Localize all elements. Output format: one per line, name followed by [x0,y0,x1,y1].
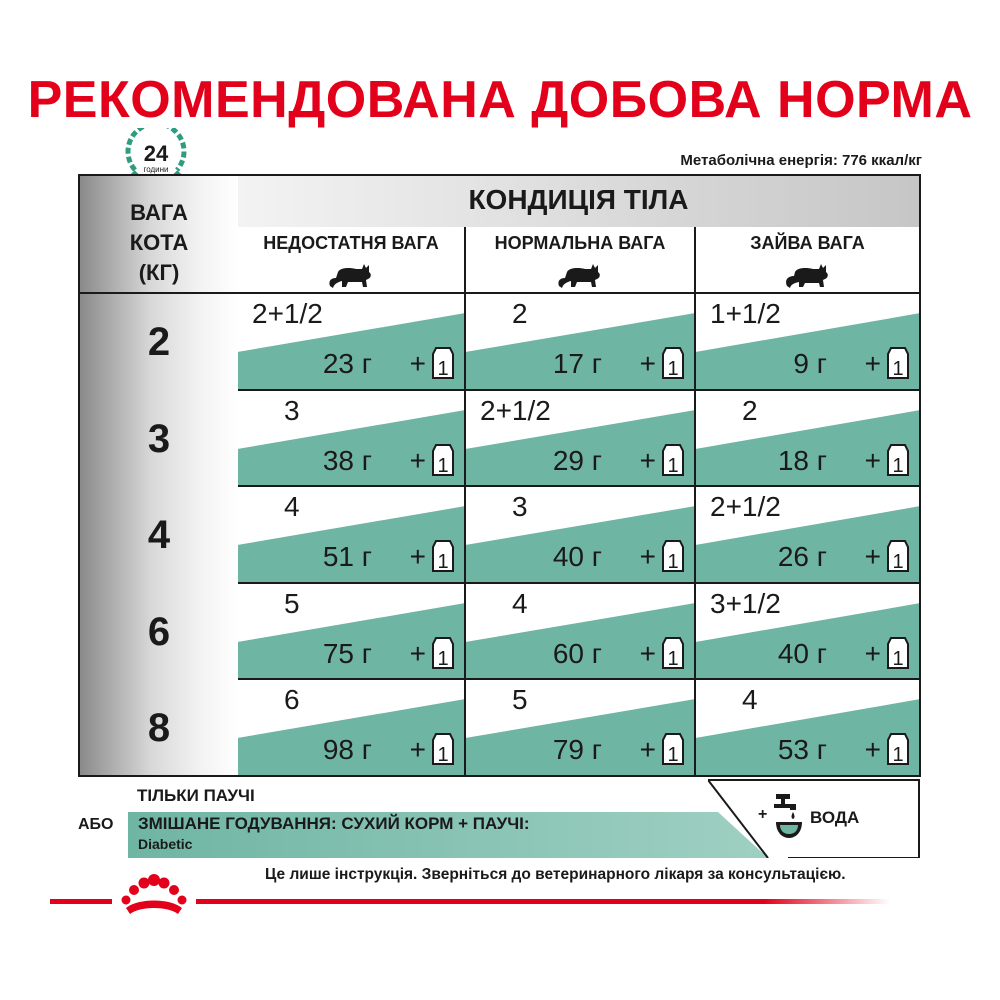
metabolic-energy: Метаболічна енергія: 776 ккал/кг [680,152,922,169]
table-cell [238,584,464,679]
plus-sign: + [864,541,881,572]
weight-value: 4 [147,513,171,557]
table-cell [466,487,694,582]
page-title: РЕКОМЕНДОВАНА ДОБОВА НОРМА [27,71,973,129]
pouch-icon [885,730,911,766]
weight-header-line-1: ВАГА [130,200,188,225]
plus-sign: + [639,637,656,669]
weight-header-line-3: (КГ) [138,260,180,285]
pouch-icon [660,441,686,477]
table-cell [238,487,464,582]
table-cell [466,391,694,486]
pouch-count: 1 [667,454,679,477]
pouch-icon [885,537,911,573]
weight-value: 6 [147,609,171,654]
pouch-count: 1 [437,647,449,670]
legend-product: Diabetic [138,836,193,852]
dry-food-grams: 98 г [322,734,372,765]
dry-food-grams: 75 г [322,637,372,669]
pouch-count: 1 [667,551,679,573]
pouch-count: 1 [892,551,904,573]
pouch-icon [885,634,911,670]
legend-water: ВОДА [810,808,860,827]
table-cell [238,294,464,389]
dry-food-grams: 29 г [552,444,602,476]
dry-food-grams: 40 г [777,637,827,669]
body-condition-header: КОНДИЦІЯ ТІЛА [468,184,689,215]
plus-sign: + [639,541,656,572]
cat-icon [326,260,376,290]
clock-number: 24 [143,141,169,166]
dry-food-grams: 23 г [322,348,372,379]
table-cell [466,680,694,775]
pouch-amount: 2 [742,394,758,426]
column-label: НЕДОСТАТНЯ ВАГА [263,233,439,253]
column-label: ЗАЙВА ВАГА [750,233,865,253]
weight-header-line-2: КОТА [129,230,189,255]
table-cell [696,487,919,582]
pouch-icon [430,634,456,670]
water-tap-bowl-icon [770,792,804,840]
table-cell [696,680,919,775]
column-divider [464,292,466,775]
dry-food-grams: 18 г [777,444,827,476]
dry-food-grams: 9 г [793,348,827,379]
plus-sign: + [639,348,656,379]
plus-sign: + [409,444,426,476]
pouch-count: 1 [892,744,904,766]
column-header-overweight [696,227,919,292]
pouch-count: 1 [437,551,449,573]
pouch-amount: 4 [284,491,300,522]
pouch-count: 1 [437,744,449,766]
pouch-icon [885,441,911,477]
pouch-amount: 5 [512,684,528,715]
pouch-count: 1 [667,647,679,670]
weight-value: 8 [147,706,171,750]
plus-sign: + [864,348,881,379]
legend-or: АБО [78,816,114,833]
dry-food-grams: 17 г [552,348,602,379]
column-label: НОРМАЛЬНА ВАГА [494,233,666,253]
table-cell [466,584,694,679]
legend-mixed-feeding: ЗМІШАНЕ ГОДУВАННЯ: СУХИЙ КОРМ + ПАУЧІ: [138,814,530,833]
pouch-amount: 2+1/2 [252,298,323,329]
pouch-count: 1 [892,647,904,670]
pouch-icon [660,344,686,380]
weight-value: 2 [147,320,171,364]
plus-sign: + [864,734,881,765]
water-plus: + [758,806,768,823]
pouch-amount: 1+1/2 [710,298,781,329]
dry-food-grams: 40 г [552,541,602,572]
clock-caption: години [143,165,169,174]
pouch-amount: 6 [284,684,300,715]
pouch-count: 1 [892,358,904,380]
plus-sign: + [639,444,656,476]
legend-only-pouches: ТІЛЬКИ ПАУЧІ [137,786,255,805]
pouch-amount: 4 [512,587,528,619]
dry-food-grams: 26 г [777,541,827,572]
dry-food-grams: 38 г [322,444,372,476]
pouch-icon [430,537,456,573]
table-cell [466,294,694,389]
pouch-count: 1 [437,358,449,380]
pouch-count: 1 [437,454,449,477]
table-cell [238,391,464,486]
disclaimer: Це лише інструкція. Зверніться до ветеринарного лікаря за консультацією. [265,866,846,883]
plus-sign: + [409,637,426,669]
cat-icon [783,260,833,290]
pouch-icon [660,537,686,573]
table-cell [696,584,919,679]
plus-sign: + [409,734,426,765]
pouch-icon [660,634,686,670]
table-cell [696,294,919,389]
feeding-table [78,174,921,777]
column-header-underweight [238,227,464,292]
plus-sign: + [639,734,656,765]
plus-sign: + [864,637,881,669]
pouch-count: 1 [892,454,904,477]
plus-sign: + [864,444,881,476]
pouch-count: 1 [667,358,679,380]
column-divider [694,292,696,775]
plus-sign: + [409,541,426,572]
weight-value: 3 [147,416,171,461]
pouch-icon [660,730,686,766]
pouch-icon [430,730,456,766]
column-header-normal [466,227,694,292]
dry-food-grams: 51 г [322,541,372,572]
cat-icon [555,260,605,290]
pouch-count: 1 [667,744,679,766]
table-cell [238,680,464,775]
pouch-amount: 3 [512,491,528,522]
pouch-amount: 2+1/2 [480,394,551,426]
weight-header [80,198,238,288]
pouch-amount: 5 [284,587,300,619]
pouch-amount: 3+1/2 [710,587,781,619]
plus-sign: + [409,348,426,379]
dry-food-grams: 60 г [552,637,602,669]
pouch-icon [885,344,911,380]
pouch-icon [430,344,456,380]
dry-food-grams: 53 г [777,734,827,765]
pouch-amount: 2+1/2 [710,491,781,522]
dry-food-grams: 79 г [552,734,602,765]
pouch-amount: 3 [284,394,300,426]
royal-canin-crown-icon [112,870,196,918]
pouch-amount: 2 [512,298,528,329]
pouch-amount: 4 [742,684,758,715]
pouch-icon [430,441,456,477]
table-cell [696,391,919,486]
